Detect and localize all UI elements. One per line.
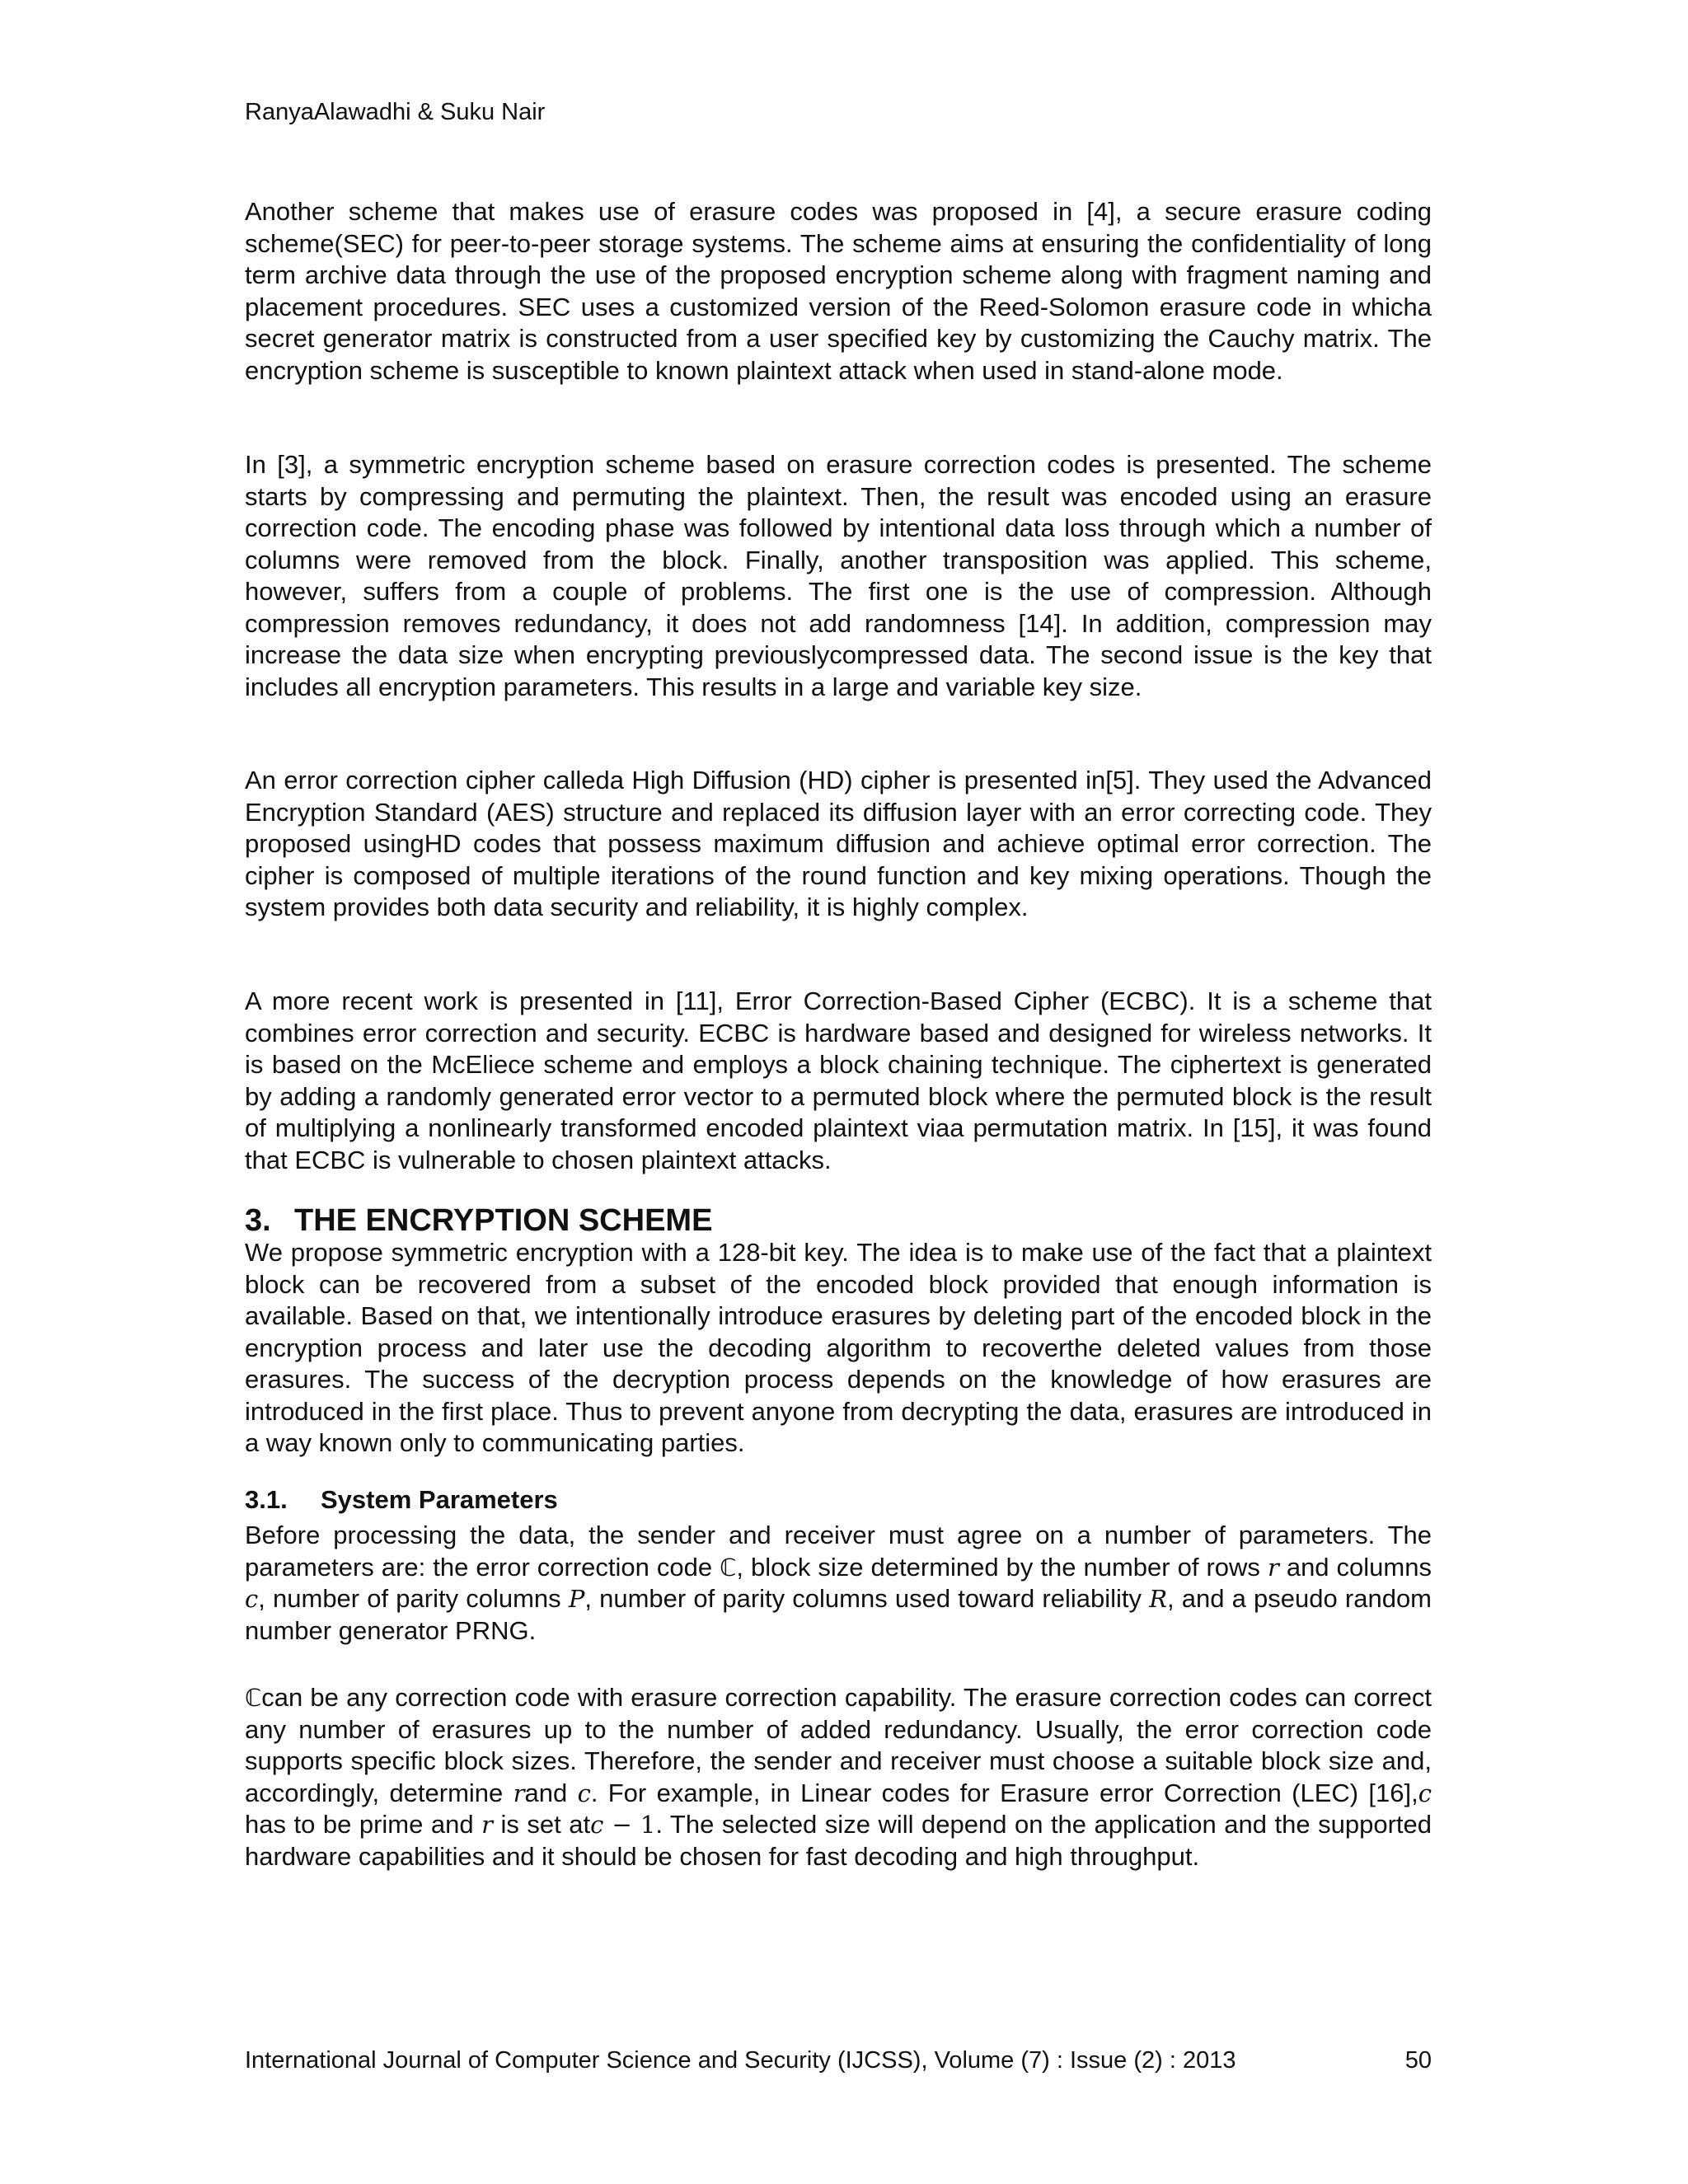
math-minus-one: − 1 <box>603 1811 656 1839</box>
paragraph-symmetric-erasure-scheme: In [3], a symmetric encryption scheme based on erasure correction codes is presented. The scheme starts by compressing and permuting the plaintext. Then, the result was encoded using an erasure correction code. The encoding phase was followed by intentional data loss through which a number of columns were removed from the block. Finally, another transposition was applied. This scheme, however, suffers from a couple of problems. The first one is the use of compression. Although compression removes redundancy, it does not add randomness [14]. In addition, compression may increase the data size when encrypting previouslycompressed data. The second issue is the key that includes all encryption parameters. This results in a large and variable key size. <box>245 450 1432 701</box>
math-rows-symbol: r <box>1267 1553 1279 1582</box>
text-run: and <box>524 1778 578 1807</box>
paragraph-sec-scheme: Another scheme that makes use of erasure codes was proposed in [4], a secure erasure coding scheme(SEC) for peer-to-peer storage systems. The scheme aims at ensuring the confidentiality of long term archive data through the use of the proposed encryption scheme along with fragment naming and placement procedures. SEC uses a customized version of the Reed-Solomon erasure code in whicha secret generator matrix is constructed from a user specified key by customizing the Cauchy matrix. The encryption scheme is susceptible to known plaintext attack when used in stand-alone mode. <box>245 197 1432 385</box>
math-columns-symbol: c <box>245 1585 259 1613</box>
text-run: . For example, in Linear codes for Erasure error Correction (LEC) [16], <box>590 1778 1418 1807</box>
math-code-symbol: ℂ <box>245 1684 262 1712</box>
paragraph-ecbc: A more recent work is presented in [11], Error Correction-Based Cipher (ECBC). It is a scheme that combines error correction and security. ECBC is hardware based and designed for wireless networks. It is based on the McEliece scheme and employs a block chaining technique. The ciphertext is generated by adding a randomly generated error vector to a permuted block where the permuted block is the result of multiplying a nonlinearly transformed encoded plaintext viaa permutation matrix. In [15], it was found that ECBC is vulnerable to chosen plaintext attacks. <box>245 987 1432 1174</box>
math-rows-symbol: r <box>481 1811 493 1839</box>
text-run: , and a pseudo random number generator PRNG. <box>245 1584 1432 1645</box>
text-run: . The selected size will depend on the application and the supported hardware capabilities and it should be chosen for fast decoding and high throughput. <box>245 1810 1432 1871</box>
paragraph-hd-cipher: An error correction cipher calleda High Diffusion (HD) cipher is presented in[5]. They used the Advanced Encryption Standard (AES) structure and replaced its diffusion layer with an error correcting code. They proposed usingHD codes that possess maximum diffusion and achieve optimal error correction. The cipher is composed of multiple iterations of the round function and key mixing operations. Though the system provides both data security and reliability, it is highly complex. <box>245 766 1432 921</box>
subsection-title: System Parameters <box>321 1485 558 1514</box>
math-rows-symbol: r <box>513 1779 525 1807</box>
text-run: is set at <box>492 1810 591 1839</box>
text-run: Before processing the data, the sender and receiver must agree on a number of parameters. The parameters are: the error correction code <box>245 1521 1432 1582</box>
subsection-number: 3.1. <box>245 1485 288 1514</box>
text-run: and columns <box>1278 1552 1432 1582</box>
footer-journal-citation: International Journal of Computer Science and Security (IJCSS), Volume (7) : Issue (2) : 2013 <box>245 2047 1236 2074</box>
section-heading <box>245 1202 712 1240</box>
text-run: , number of parity columns <box>258 1584 569 1613</box>
section-number: 3. <box>245 1203 271 1238</box>
section-title: THE ENCRYPTION SCHEME <box>294 1203 713 1238</box>
footer-page-number: 50 <box>1404 2047 1432 2074</box>
paragraph-encryption-scheme-intro: We propose symmetric encryption with a 128-bit key. The idea is to make use of the fact that a plaintext block can be recovered from a subset of the encoded block provided that enough information is available. Based on that, we intentionally introduce erasures by deleting part of the encoded block in the encryption process and later use the decoding algorithm to recoverthe deleted values from those erasures. The success of the decryption process depends on the knowledge of how erasures are introduced in the first place. Thus to prevent anyone from decrypting the data, erasures are introduced in a way known only to communicating parties. <box>245 1238 1432 1457</box>
subsection-heading <box>245 1484 558 1516</box>
paragraph-system-parameters <box>245 1520 1432 1647</box>
paragraph-correction-code-choice <box>245 1682 1432 1872</box>
text-run: can be any correction code with erasure correction capability. The erasure correction codes can correct any number of erasures up to the number of added redundancy. Usually, the error correction code supports specific block sizes. Therefore, the sender and receiver must choose a suitable block size and, accordingly, determine <box>245 1683 1432 1807</box>
text-run: , number of parity columns used toward reliability <box>584 1584 1150 1613</box>
math-columns-symbol: c <box>577 1779 591 1807</box>
math-parity-symbol: P <box>568 1585 585 1613</box>
math-reliability-symbol: R <box>1149 1585 1168 1613</box>
math-code-symbol: ℂ <box>720 1553 737 1582</box>
math-columns-symbol: c <box>1418 1779 1432 1807</box>
text-run: has to be prime and <box>245 1810 482 1839</box>
text-run: , block size determined by the number of rows <box>736 1552 1268 1582</box>
running-header-authors: RanyaAlawadhi & Suku Nair <box>245 99 546 125</box>
math-columns-symbol: c <box>590 1811 604 1839</box>
